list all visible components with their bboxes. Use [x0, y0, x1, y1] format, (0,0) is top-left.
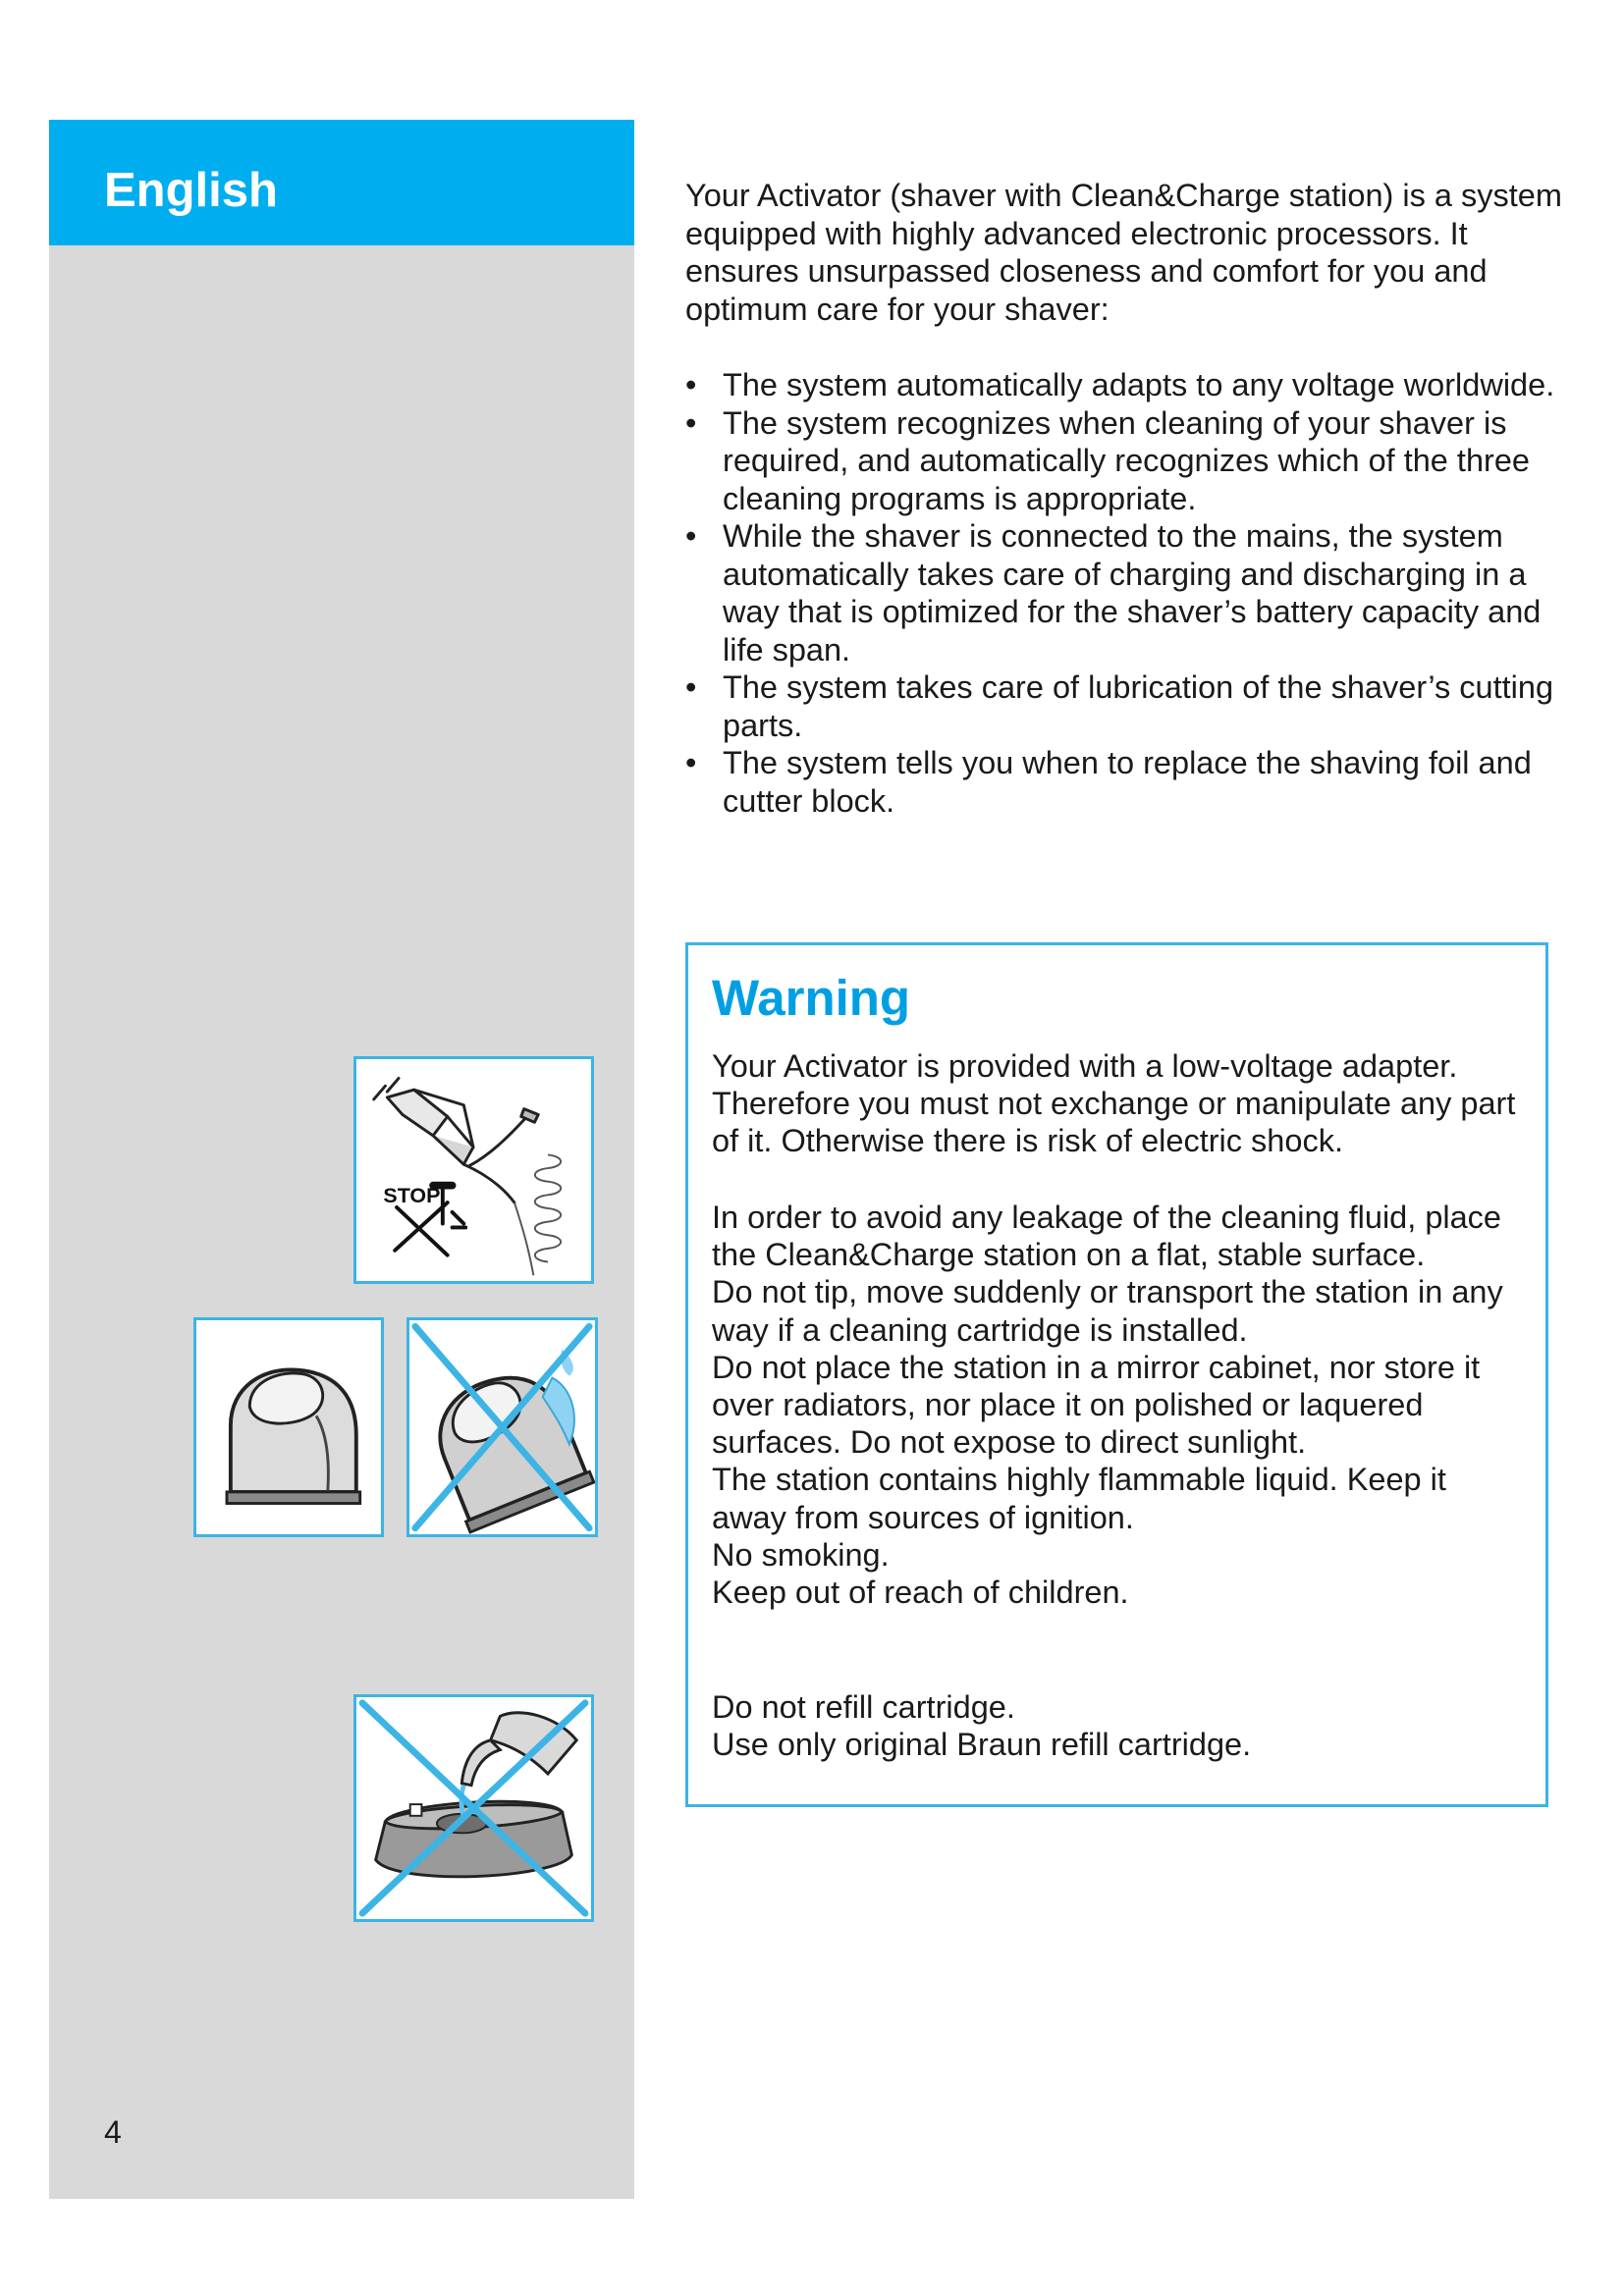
station-upright-figure	[193, 1317, 384, 1537]
warning-paragraph-adapter: Your Activator is provided with a low-voltage adapter. Therefore you must not exchange or manipulate any part of it. Otherwise there is risk of electric shock.	[712, 1048, 1516, 1159]
feature-item: • The system recognizes when cleaning of your shaver is required, and automatically recognizes which of the three cleaning programs is appropriate.	[685, 404, 1569, 518]
language-header	[49, 120, 634, 245]
adapter-plug-icon	[356, 1059, 591, 1281]
warning-line: The station contains highly flammable liquid. Keep it away from sources of ignition.	[712, 1462, 1446, 1535]
warning-line: Do not refill cartridge.	[712, 1689, 1015, 1725]
page-number: 4	[104, 2114, 122, 2150]
feature-item: • The system tells you when to replace the shaving foil and cutter block.	[685, 744, 1569, 820]
language-title: English	[104, 164, 278, 217]
warning-line: Use only original Braun refill cartridge.	[712, 1727, 1252, 1763]
warning-box	[685, 942, 1548, 1807]
station-upright-icon	[196, 1320, 381, 1534]
adapter-plug-figure	[353, 1056, 594, 1284]
warning-paragraph-cartridge	[712, 1688, 1517, 1763]
feature-list	[685, 366, 1569, 820]
feature-item: • The system takes care of lubrication of the shaver’s cutting parts.	[685, 668, 1569, 744]
warning-line: Keep out of reach of children.	[712, 1575, 1129, 1611]
warning-line: Do not place the station in a mirror cabinet, nor store it over radiators, nor place it on polished or laquered surfaces. Do not expose to direct sunlight.	[712, 1349, 1481, 1461]
warning-line: In order to avoid any leakage of the cleaning fluid, place the Clean&Charge station on a flat, stable surface.	[712, 1200, 1502, 1273]
warning-line: No smoking.	[712, 1536, 890, 1573]
warning-line: Do not tip, move suddenly or transport the station in any way if a cleaning cartridge is installed.	[712, 1274, 1503, 1348]
station-tilted-figure	[406, 1317, 598, 1537]
station-tilted-crossed-icon	[409, 1320, 595, 1534]
feature-item: • The system automatically adapts to any voltage worldwide.	[685, 366, 1569, 404]
cartridge-refill-crossed-icon	[356, 1697, 591, 1919]
warning-title: Warning	[712, 970, 911, 1026]
intro-paragraph: Your Activator (shaver with Clean&Charge station) is a system equipped with highly advanced electronic processors. It ensures unsurpassed closeness and comfort for you and optimum care for your shaver:	[685, 178, 1562, 327]
warning-paragraph-station	[712, 1199, 1517, 1611]
cartridge-refill-figure	[353, 1694, 594, 1922]
feature-item: • While the shaver is connected to the mains, the system automatically takes care of charging and discharging in a way that is optimized for the shaver’s battery capacity and life span.	[685, 517, 1569, 668]
stop-label: STOP	[383, 1184, 441, 1208]
